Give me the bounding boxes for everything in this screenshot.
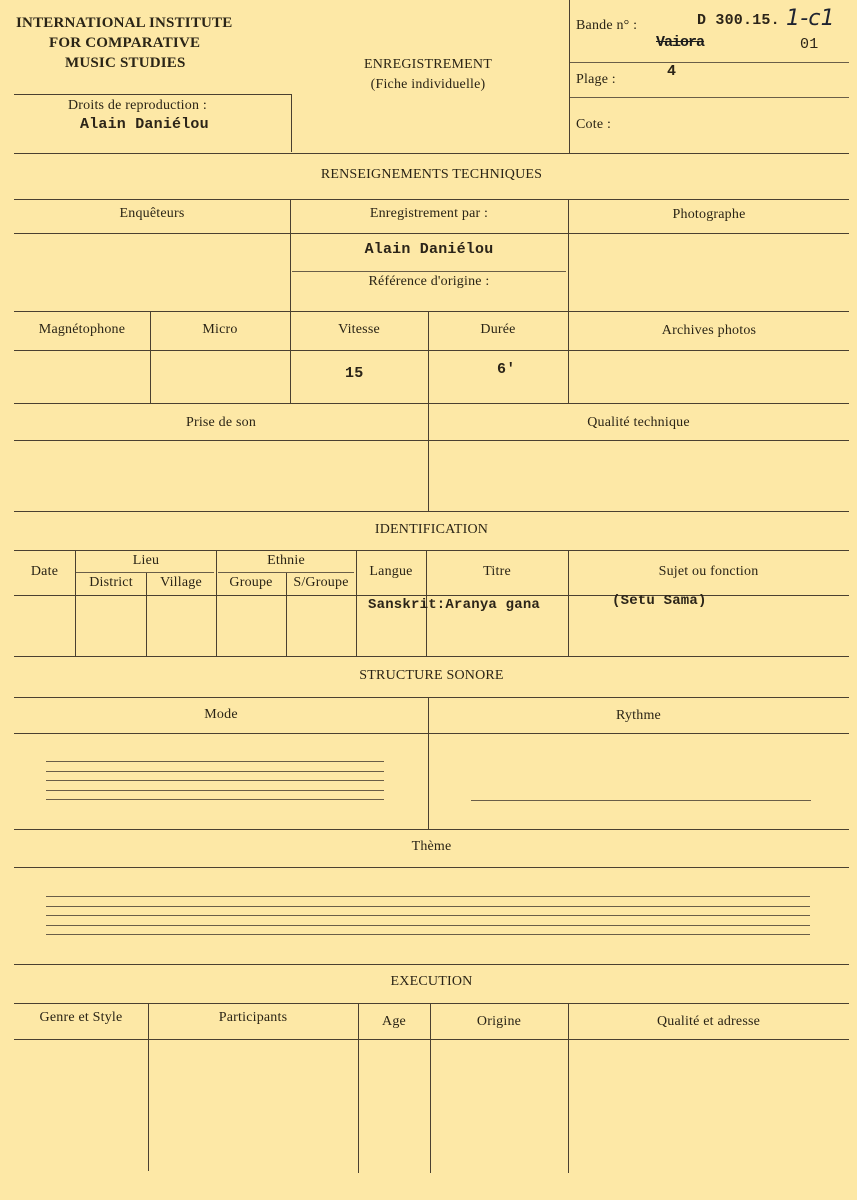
technical-title-rule [14,199,849,200]
rights-label: Droits de reproduction : [68,98,207,113]
identification-title-rule [14,550,849,551]
id-div-langue [356,550,357,656]
photographe-label: Photographe [672,207,746,222]
theme-label: Thème [411,839,452,854]
sujet-entry: (Setu Sama) [612,593,707,609]
institute-name-line3: MUSIC STUDIES [65,55,186,71]
identification-section-title: IDENTIFICATION [374,522,489,537]
rythme-label: Rythme [616,708,661,723]
institute-name-line2: FOR COMPARATIVE [49,35,201,51]
groupe-label: Groupe [229,575,273,590]
cote-label: Cote : [576,117,612,132]
qualite-adresse-label: Qualité et adresse [656,1014,761,1029]
id-div-date [75,550,76,656]
tech-row2-label-rule [14,350,849,351]
sujet-ou-fonction-label: Sujet ou fonction [658,564,759,579]
identification-bottom-rule [14,656,849,657]
bande-value-typed: D 300.15. [697,12,780,29]
reference-label: Référence d'origine : [368,274,490,289]
rights-value: Alain Daniélou [80,116,209,133]
rythme-line [471,800,811,801]
rights-box-right-rule [291,94,292,152]
genre-style-label: Genre et Style [39,1010,123,1025]
structure-div [428,697,429,829]
tech-row2-top-rule [14,311,849,312]
exec-div-3 [430,1003,431,1173]
langue-label: Langue [369,564,413,579]
theme-staff-line-2 [46,906,810,907]
mode-label: Mode [204,707,238,722]
duree-label: Durée [480,322,516,337]
sgroupe-label: S/Groupe [293,575,349,590]
enqueteurs-label: Enquêteurs [119,206,185,221]
mode-staff-line-3 [46,780,384,781]
vitesse-label: Vitesse [338,322,380,337]
prise-de-son-label: Prise de son [185,415,257,430]
tech-col-div-2 [568,199,569,311]
theme-staff-line-1 [46,896,810,897]
bande-crossed-out: Vaiora [656,34,705,51]
tech-row2-div-2 [290,311,291,403]
header-right-divider [569,0,570,153]
mode-staff-line-2 [46,771,384,772]
id-div-sujet [568,550,569,656]
tech-row3-label-rule [14,440,849,441]
exec-div-4 [568,1003,569,1173]
identification-label-rule [14,595,849,596]
structure-bottom-rule [14,964,849,965]
bande-sub-value: 01 [800,36,819,53]
structure-title-rule [14,697,849,698]
exec-div-2 [358,1003,359,1173]
village-label: Village [160,575,202,590]
duree-value: 6' [497,361,516,378]
titre-label: Titre [483,564,511,579]
mode-staff-line-4 [46,790,384,791]
lieu-sub-rule [76,572,214,573]
tech-row3-div [428,403,429,511]
institute-name-line1: INTERNATIONAL INSTITUTE [16,15,233,31]
qualite-technique-label: Qualité technique [587,415,690,430]
id-div-village [146,573,147,656]
execution-title-rule [14,1003,849,1004]
structure-section-title: STRUCTURE SONORE [359,668,504,683]
id-div-sgroupe [286,573,287,656]
lieu-label: Lieu [132,553,160,568]
form-subtitle: (Fiche individuelle) [370,77,486,92]
origine-label: Origine [476,1014,522,1029]
tech-row2-div-1 [150,311,151,403]
tech-label-rule [14,233,849,234]
district-label: District [89,575,133,590]
age-label: Age [382,1014,406,1029]
rights-box-top-rule [14,94,292,95]
execution-label-rule [14,1039,849,1040]
theme-staff-line-5 [46,934,810,935]
bande-label: Bande n° : [576,18,638,33]
bande-rule [570,62,849,63]
plage-rule [570,97,849,98]
tech-row2-div-3 [428,311,429,403]
exec-div-1 [148,1003,149,1171]
form-title: ENREGISTREMENT [363,57,492,72]
theme-staff-line-3 [46,915,810,916]
technical-section-title: RENSEIGNEMENTS TECHNIQUES [320,167,543,182]
reference-rule [292,271,566,272]
vitesse-value: 15 [345,365,364,382]
enregistrement-par-value: Alain Daniélou [364,241,494,258]
plage-label: Plage : [576,72,616,87]
plage-value: 4 [667,63,677,80]
theme-top-rule [14,829,849,830]
mode-staff-line-5 [46,799,384,800]
header-bottom-rule [14,153,849,154]
execution-section-title: EXECUTION [390,974,473,989]
theme-staff-line-4 [46,925,810,926]
enregistrement-par-label: Enregistrement par : [369,206,489,221]
mode-staff-line-1 [46,761,384,762]
tech-row2-div-4 [568,311,569,403]
bande-value-handwritten: 1-c1 [786,6,835,31]
id-div-ethnie [216,550,217,656]
ethnie-label: Ethnie [267,553,305,568]
micro-label: Micro [202,322,238,337]
structure-label-rule [14,733,849,734]
technical-bottom-rule [14,511,849,512]
participants-label: Participants [218,1010,288,1025]
date-label: Date [30,564,59,579]
theme-label-rule [14,867,849,868]
magnetophone-label: Magnétophone [38,322,126,337]
archives-photos-label: Archives photos [661,323,757,338]
langue-titre-entry: Sanskrit:Aranya gana [368,597,541,613]
tech-row3-top-rule [14,403,849,404]
